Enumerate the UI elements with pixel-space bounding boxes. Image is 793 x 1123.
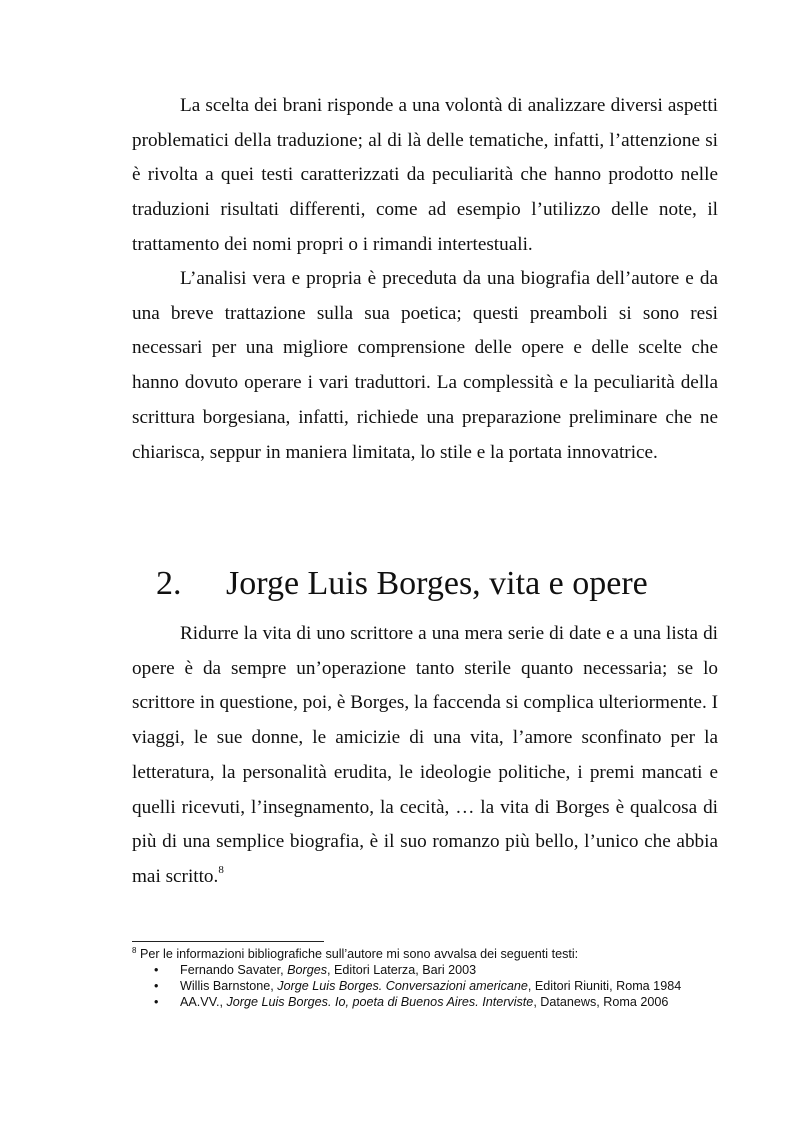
reference-publisher: , Editori Laterza, Bari 2003 xyxy=(327,963,477,977)
reference-title: Jorge Luis Borges. Conversazioni americane xyxy=(277,979,528,993)
reference-author: Willis Barnstone, xyxy=(180,979,278,993)
footnote-intro-text: Per le informazioni bibliografiche sull’autore mi sono avvalsa dei seguenti testi: xyxy=(139,947,579,961)
intro-paragraph-1: La scelta dei brani risponde a una volontà di analizzare diversi aspetti problematici della traduzione; al di là delle tematiche, infatti, l’attenzione si è rivolta a quei testi caratterizzati da peculiarità che hanno prodotto nelle traduzioni risultati differenti, come ad esempio l’utilizzo delle note, il trattamento dei nomi propri o i rimandi intertestuali. xyxy=(132,95,718,255)
footnote-list-item xyxy=(132,994,718,1010)
reference-title: Borges xyxy=(287,963,328,977)
intro-paragraph-2: L’analisi vera e propria è preceduta da una biografia dell’autore e da una breve trattazione sulla sua poetica; questi preamboli si sono resi necessari per una migliore comprensione delle opere e delle scelte che hanno dovuto operare i vari traduttori. La complessità e la peculiarità della scrittura borgesiana, infatti, richiede una preparazione preliminare che ne chiarisca, seppur in maniera limitata, lo stile e la portata innovatrice. xyxy=(132,268,718,463)
section-paragraph xyxy=(132,617,718,895)
reference-title: Jorge Luis Borges. Io, poeta di Buenos Aires. Interviste xyxy=(226,995,534,1009)
reference-author: Fernando Savater, xyxy=(180,963,288,977)
reference-publisher: , Datanews, Roma 2006 xyxy=(533,995,669,1009)
footnote-intro xyxy=(132,946,718,962)
footnote-list-item xyxy=(132,978,718,994)
footnote-marker: 8 xyxy=(132,946,137,955)
section-number: 2. xyxy=(156,565,182,602)
footnote-reference[interactable]: 8 xyxy=(218,863,224,876)
section-title: Jorge Luis Borges, vita e opere xyxy=(226,565,648,602)
footnote-list-item xyxy=(132,962,718,978)
section-paragraph-text: Ridurre la vita di uno scrittore a una mera serie di date e a una lista di opere è da sempre un’operazione tanto sterile quanto necessaria; se lo scrittore in questione, poi, è Borges, la faccenda si complica ulteriormente. I viaggi, le sue donne, le amicizie di una vita, l’amore sconfinato per la letteratura, la personalità erudita, le ideologie politiche, i premi mancati e quelli ricevuti, l’insegnamento, la cecità, … la vita di Borges è qualcosa di più di una semplice biografia, è il suo romanzo più bello, l’unico che abbia mai scritto. xyxy=(132,623,718,887)
bullet-icon: • xyxy=(154,979,159,993)
section-heading xyxy=(156,556,648,612)
footnote-list xyxy=(132,962,718,1010)
bullet-icon: • xyxy=(154,963,159,977)
footnote-separator xyxy=(132,941,324,942)
footnote xyxy=(132,946,718,1010)
reference-author: AA.VV., xyxy=(180,995,227,1009)
reference-publisher: , Editori Riuniti, Roma 1984 xyxy=(527,979,682,993)
document-page xyxy=(132,0,718,1123)
bullet-icon: • xyxy=(154,995,159,1009)
